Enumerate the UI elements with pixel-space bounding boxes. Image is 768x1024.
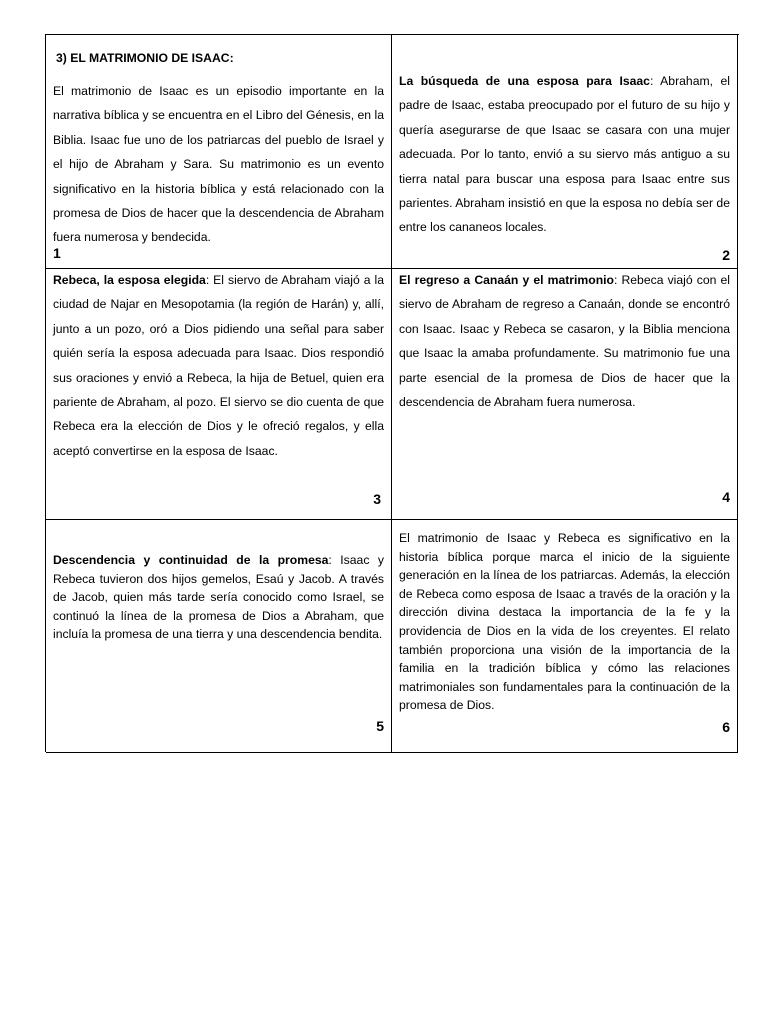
cell-number: 2: [722, 247, 730, 263]
cell-body: : Abraham, el padre de Isaac, estaba preocupado por el futuro de su hijo y quería asegurarse de que Isaac se casara con una mujer adecuada. Por lo tanto, envió a su siervo más antiguo a su tierra natal para buscar una esposa para Isaac entre sus parientes. Abraham insistió en que la esposa no debía ser de entre los cananeos locales.: [399, 74, 731, 235]
table-cell-1: [46, 35, 392, 269]
cell-number: 4: [722, 489, 730, 505]
cell-heading: El regreso a Canaán y el matrimonio: [399, 273, 614, 287]
table-cell-3: [46, 269, 392, 520]
table-cell-5: [46, 520, 392, 753]
cell-heading: La búsqueda de una esposa para Isaac: [399, 74, 650, 88]
cell-body: El matrimonio de Isaac y Rebeca es significativo en la historia bíblica porque marca el inicio de la siguiente generación en la línea de los patriarcas. Además, la elección de Rebeca como esposa de Isaac a través de la oración y la dirección divina destaca la importancia de la fe y la providencia de Dios en la vida de los creyentes. El relato también proporciona una visión de la importancia de la familia en la tradición bíblica y cómo las relaciones matrimoniales son fundamentales para la continuación de la promesa de Dios.: [399, 531, 730, 713]
cell-number: 3: [373, 491, 381, 507]
section-title: 3) EL MATRIMONIO DE ISAAC:: [56, 51, 234, 65]
cell-body: : El siervo de Abraham viajó a la ciudad de Najar en Mesopotamia (la región de Harán) y, allí, junto a un pozo, oró a Dios pidiendo una señal para saber quién sería la esposa adecuada para Isaac. Dios respondió sus oraciones y envió a Rebeca, la hija de Betuel, quien era pariente de Abraham, al pozo. El siervo se dio cuenta de que Rebeca era la elección de Dios y le ofreció regalos, y ella aceptó convertirse en la esposa de Isaac.: [53, 273, 384, 458]
cell-body: El matrimonio de Isaac es un episodio importante en la narrativa bíblica y se encuentra en el Libro del Génesis, en la Biblia. Isaac fue uno de los patriarcas del pueblo de Israel y el hijo de Abraham y Sara. Su matrimonio es un evento significativo en la historia bíblica y está relacionado con la promesa de Dios de hacer que la descendencia de Abraham fuera numerosa y bendecida.: [53, 84, 384, 245]
content-table: [45, 34, 739, 752]
cell-number: 5: [376, 718, 384, 734]
table-cell-4: [392, 269, 738, 520]
cell-number: 6: [722, 719, 730, 735]
table-cell-2: [392, 35, 738, 269]
cell-body: : Isaac y Rebeca tuvieron dos hijos gemelos, Esaú y Jacob. A través de Jacob, quien más tarde sería conocido como Israel, se continuó la línea de la promesa de Dios a Abraham, que incluía la promesa de una tierra y una descendencia bendita.: [53, 553, 385, 642]
cell-body: : Rebeca viajó con el siervo de Abraham de regreso a Canaán, donde se encontró con Isaac. Isaac y Rebeca se casaron, y la Biblia menciona que Isaac la amaba profundamente. Su matrimonio fue una parte esencial de la promesa de Dios de hacer que la descendencia de Abraham fuera numerosa.: [399, 273, 730, 410]
cell-text: [53, 551, 384, 644]
cell-text: [399, 69, 730, 240]
cell-number: 1: [53, 245, 61, 261]
cell-heading: Rebeca, la esposa elegida: [53, 273, 206, 287]
table-cell-6: [392, 520, 738, 753]
cell-text: [399, 268, 730, 414]
cell-heading: Descendencia y continuidad de la promesa: [53, 553, 329, 567]
cell-text: [53, 268, 384, 463]
